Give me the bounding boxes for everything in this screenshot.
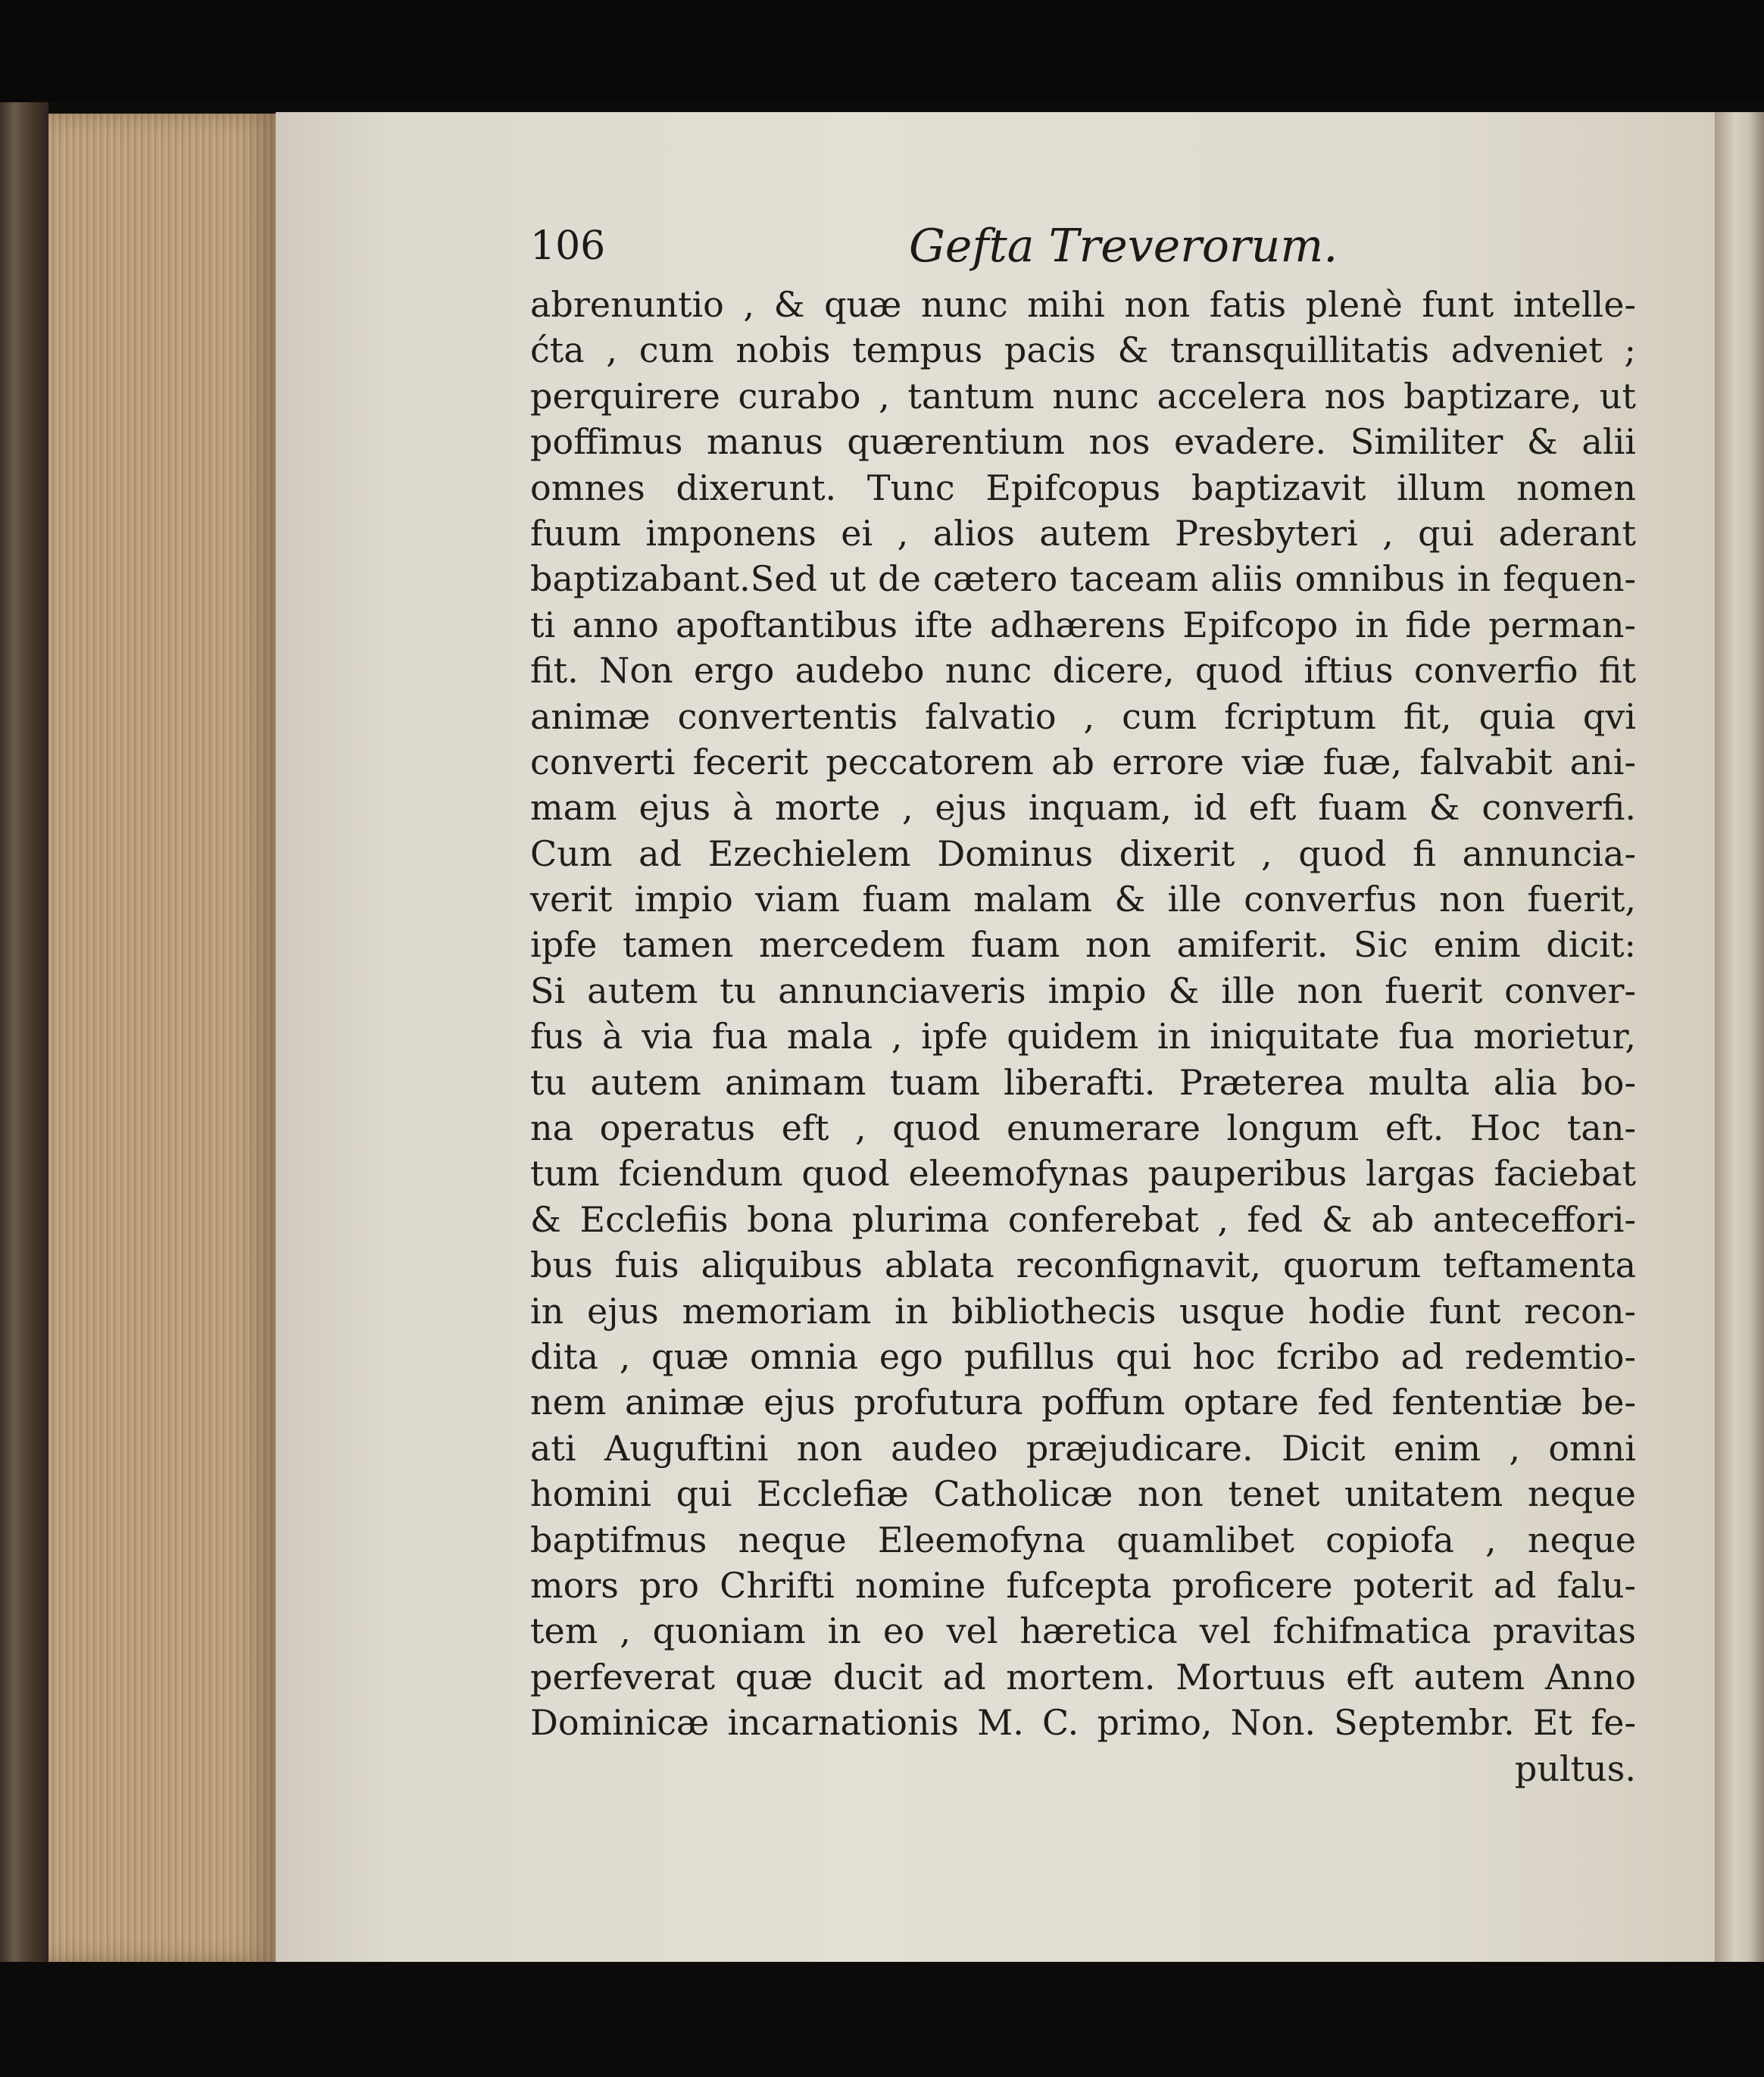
text-line: fit. Non ergo audebo nunc dicere, quod iftius converfio fit xyxy=(530,650,1636,692)
page-number: 106 xyxy=(530,223,606,269)
running-title: Gefta Treverorum. xyxy=(909,220,1338,273)
text-line: ćta , cum nobis tempus pacis & transquillitatis adveniet ; xyxy=(530,330,1636,371)
text-line: baptizabant.Sed ut de cætero taceam aliis omnibus in fequen- xyxy=(530,558,1636,600)
text-line: omnes dixerunt. Tunc Epifcopus baptizavit illum nomen xyxy=(530,467,1636,508)
text-line: verit impio viam fuam malam & ille converfus non fuerit, xyxy=(530,879,1636,920)
text-line: tu autem animam tuam liberafti. Præterea multa alia bo- xyxy=(530,1061,1636,1103)
catchword: pultus. xyxy=(1514,1747,1636,1789)
text-line: converti fecerit peccatorem ab errore viæ fuæ, falvabit ani- xyxy=(530,741,1636,782)
text-line: ati Auguftini non audeo præjudicare. Dicit enim , omni xyxy=(530,1427,1636,1469)
text-line: Si autem tu annunciaveris impio & ille non fuerit conver- xyxy=(530,970,1636,1011)
text-line: homini qui Ecclefiæ Catholicæ non tenet unitatem neque xyxy=(530,1473,1636,1515)
text-line: ipfe tamen mercedem fuam non amiferit. Sic enim dicit: xyxy=(530,924,1636,966)
text-line: perquirere curabo , tantum nunc accelera nos baptizare, ut xyxy=(530,375,1636,417)
page-block-edge xyxy=(48,114,276,1962)
scan-background-bottom xyxy=(0,1962,1764,2077)
text-line: bus fuis aliquibus ablata reconfignavit, quorum teftamenta xyxy=(530,1245,1636,1286)
text-line: mors pro Chrifti nomine fufcepta proficere poterit ad falu- xyxy=(530,1564,1636,1606)
facing-page-edge xyxy=(1715,112,1764,1962)
text-line: ti anno apoftantibus ifte adhærens Epifcopo in fide perman- xyxy=(530,604,1636,645)
text-line: poffimus manus quærentium nos evadere. Similiter & alii xyxy=(530,421,1636,463)
text-line: mam ejus à morte , ejus inquam, id eft fuam & converfi. xyxy=(530,787,1636,829)
text-line: na operatus eft , quod enumerare longum eft. Hoc tan- xyxy=(530,1107,1636,1149)
text-line: tum fciendum quod eleemofynas pauperibus largas faciebat xyxy=(530,1153,1636,1195)
text-line: fuum imponens ei , alios autem Presbyteri , qui aderant xyxy=(530,512,1636,554)
text-line: perfeverat quæ ducit ad mortem. Mortuus eft autem Anno xyxy=(530,1656,1636,1698)
text-line: baptifmus neque Eleemofyna quamlibet copiofa , neque xyxy=(530,1519,1636,1560)
text-line: animæ convertentis falvatio , cum fcriptum fit, quia qvi xyxy=(530,695,1636,737)
text-line: tem , quoniam in eo vel hæretica vel fchifmatica pravitas xyxy=(530,1610,1636,1652)
text-line: dita , quæ omnia ego pufillus qui hoc fcribo ad redemtio- xyxy=(530,1335,1636,1377)
book-cover-left xyxy=(0,102,48,1977)
text-line: nem animæ ejus profutura poffum optare fed fententiæ be- xyxy=(530,1382,1636,1423)
text-line: & Ecclefiis bona plurima conferebat , fed & ab anteceffori- xyxy=(530,1198,1636,1240)
text-line: fus à via fua mala , ipfe quidem in iniquitate fua morietur, xyxy=(530,1016,1636,1057)
text-line: Cum ad Ezechielem Dominus dixerit , quod fi annuncia- xyxy=(530,832,1636,874)
page-header xyxy=(530,220,1636,273)
body-text xyxy=(530,282,1636,1791)
scan-background-top xyxy=(0,0,1764,102)
text-line: Dominicæ incarnationis M. C. primo, Non. Septembr. Et fe- xyxy=(530,1702,1636,1744)
text-line: abrenuntio , & quæ nunc mihi non fatis plenè funt intelle- xyxy=(530,284,1636,325)
text-line: in ejus memoriam in bibliothecis usque hodie funt recon- xyxy=(530,1290,1636,1332)
